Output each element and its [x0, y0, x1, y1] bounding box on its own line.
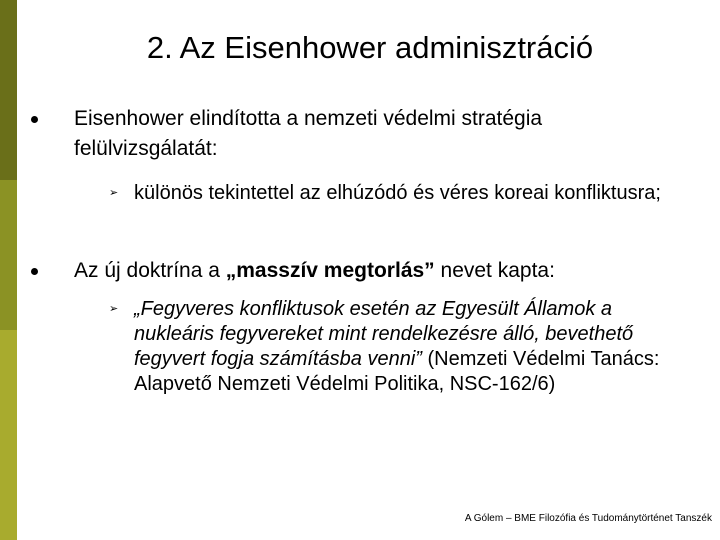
sidebar-segment-middle	[0, 180, 17, 330]
bullet-icon	[31, 268, 38, 275]
bullet-text-2-after: nevet kapta:	[434, 259, 555, 282]
sub-bullet-text-1: különös tekintettel az elhúzódó és véres koreai konfliktusra;	[134, 182, 661, 204]
bullet-text-2-bold: „masszív megtorlás”	[225, 259, 435, 282]
arrow-bullet-icon: ➢	[109, 302, 119, 315]
sub-bullet-text-2	[134, 297, 694, 397]
slide-title: 2. Az Eisenhower adminisztráció	[146, 30, 594, 65]
bullet-text-1: Eisenhower elindította a nemzeti védelmi stratégia felülvizsgálatát:	[74, 107, 543, 160]
bullet-icon	[31, 116, 38, 123]
sidebar-accent-bar	[0, 0, 17, 540]
citation-text: (Nemzeti Védelmi Tanács: Alapvető Nemzeti Védelmi Politika, NSC-162/6)	[134, 348, 660, 395]
bullet-text-2-before: Az új doktrína a	[74, 259, 226, 282]
bullet-text-2	[74, 256, 694, 286]
sidebar-segment-bottom	[0, 330, 17, 540]
arrow-bullet-icon: ➢	[109, 186, 119, 199]
quote-italic: „Fegyveres konfliktusok esetén az Egyesült Államok a nukleáris fegyvereket mint rendelkezésre álló, bevethető fegyvert fogja számításba venni”	[134, 298, 634, 370]
sidebar-segment-top	[0, 0, 17, 180]
footer-credit: A Gólem – BME Filozófia és Tudománytörténet Tanszék	[464, 513, 712, 524]
